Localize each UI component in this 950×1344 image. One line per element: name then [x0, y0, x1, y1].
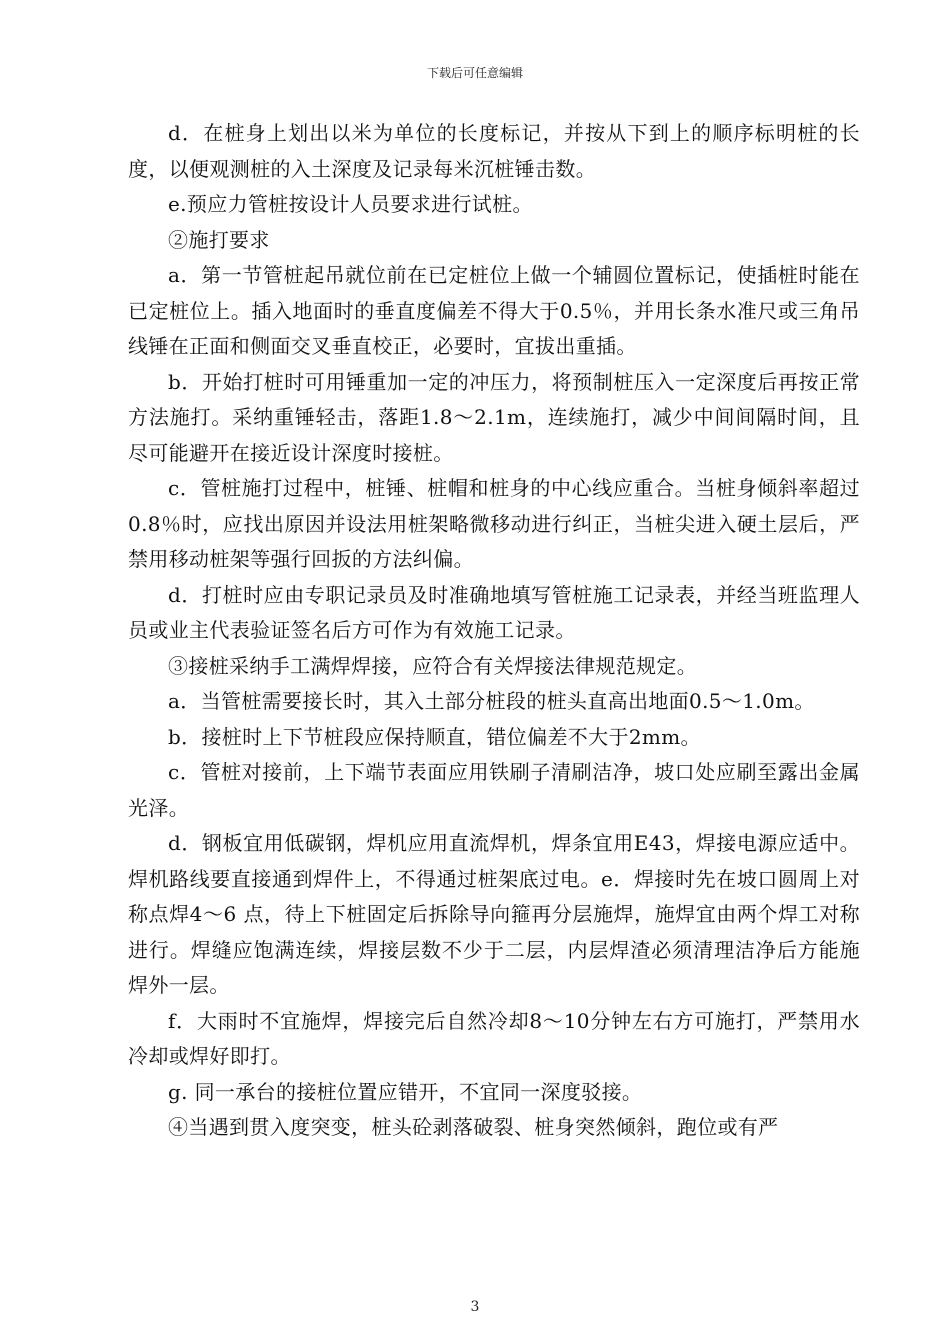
- paragraph-a-extension: a．当管桩需要接长时，其入土部分桩段的桩头直高出地面0.5～1.0m。: [168, 689, 815, 713]
- page-number: 3: [470, 1299, 480, 1315]
- paragraph-d-e-welding: d．钢板宜用低碳钢，焊机应用直流焊机，焊条宜用E43，焊接电源应适中。焊机路线要直接通到焊件上，不得通过桩架底过电。e．焊接时先在坡口圆周上对称点焊4～6 点，待上下桩固定后拆除导向箍再分层施焊，施焊宜由两个焊工对称进行。焊缝应饱满连续，焊接层数不少于二层，内层焊渣必须清理洁净后方能施焊外一层。: [128, 831, 860, 997]
- paragraph-d-construction-record: d．打桩时应由专职记录员及时准确地填写管桩施工记录表，并经当班监理人员或业主代表验证签名后方可作为有效施工记录。: [128, 582, 860, 642]
- section-heading-abnormal-conditions: ④当遇到贯入度突变，桩头砼剥落破裂、桩身突然倾斜，跑位或有严: [168, 1115, 779, 1139]
- paragraph-f-rain-cooling: f．大雨时不宜施焊，焊接完后自然冷却8～10分钟左右方可施打，严禁用水冷却或焊好即打。: [128, 1008, 860, 1068]
- document-body: [128, 116, 860, 1146]
- paragraph-g-joint-positions: g. 同一承台的接桩位置应错开，不宜同一深度驳接。: [168, 1079, 643, 1104]
- page-header: 下载后可任意编辑: [426, 66, 523, 80]
- section-heading-pile-joining: ③接桩采纳手工满焊焊接，应符合有关焊接法律规范规定。: [168, 653, 698, 678]
- paragraph-e-test-piles: e.预应力管桩按设计人员要求进行试桩。: [168, 192, 533, 216]
- section-heading-driving-requirements: ②施打要求: [168, 227, 270, 252]
- paragraph-c-centerline: c．管桩施打过程中，桩锤、桩帽和桩身的中心线应重合。当桩身倾斜率超过0.8％时，应找出原因并设法用桩架略微移动进行纠正，当桩尖进入硬土层后，严禁用移动桩架等强行回扳的方法纠偏。: [128, 476, 860, 571]
- paragraph-c-cleaning: c．管桩对接前，上下端节表面应用铁刷子清刷洁净，坡口处应刷至露出金属光泽。: [128, 760, 860, 820]
- paragraph-d-length-marks: d．在桩身上划出以米为单位的长度标记，并按从下到上的顺序标明桩的长度，以便观测桩的入土深度及记录每米沉桩锤击数。: [128, 121, 860, 181]
- paragraph-b-start-driving: b．开始打桩时可用锤重加一定的冲压力，将预制桩压入一定深度后再按正常方法施打。采纳重锤轻击，落距1.8～2.1m，连续施打，减少中间间隔时间，且尽可能避开在接近设计深度时接桩。: [128, 369, 860, 465]
- paragraph-b-alignment: b．接桩时上下节桩段应保持顺直，错位偏差不大于2mm。: [168, 724, 701, 749]
- paragraph-a-first-section: a．第一节管桩起吊就位前在已定桩位上做一个辅圆位置标记，使插桩时能在已定桩位上。插入地面时的垂直度偏差不得大于0.5％，并用长条水准尺或三角吊线锤在正面和侧面交叉垂直校正，必要时，宜拔出重插。: [128, 263, 860, 358]
